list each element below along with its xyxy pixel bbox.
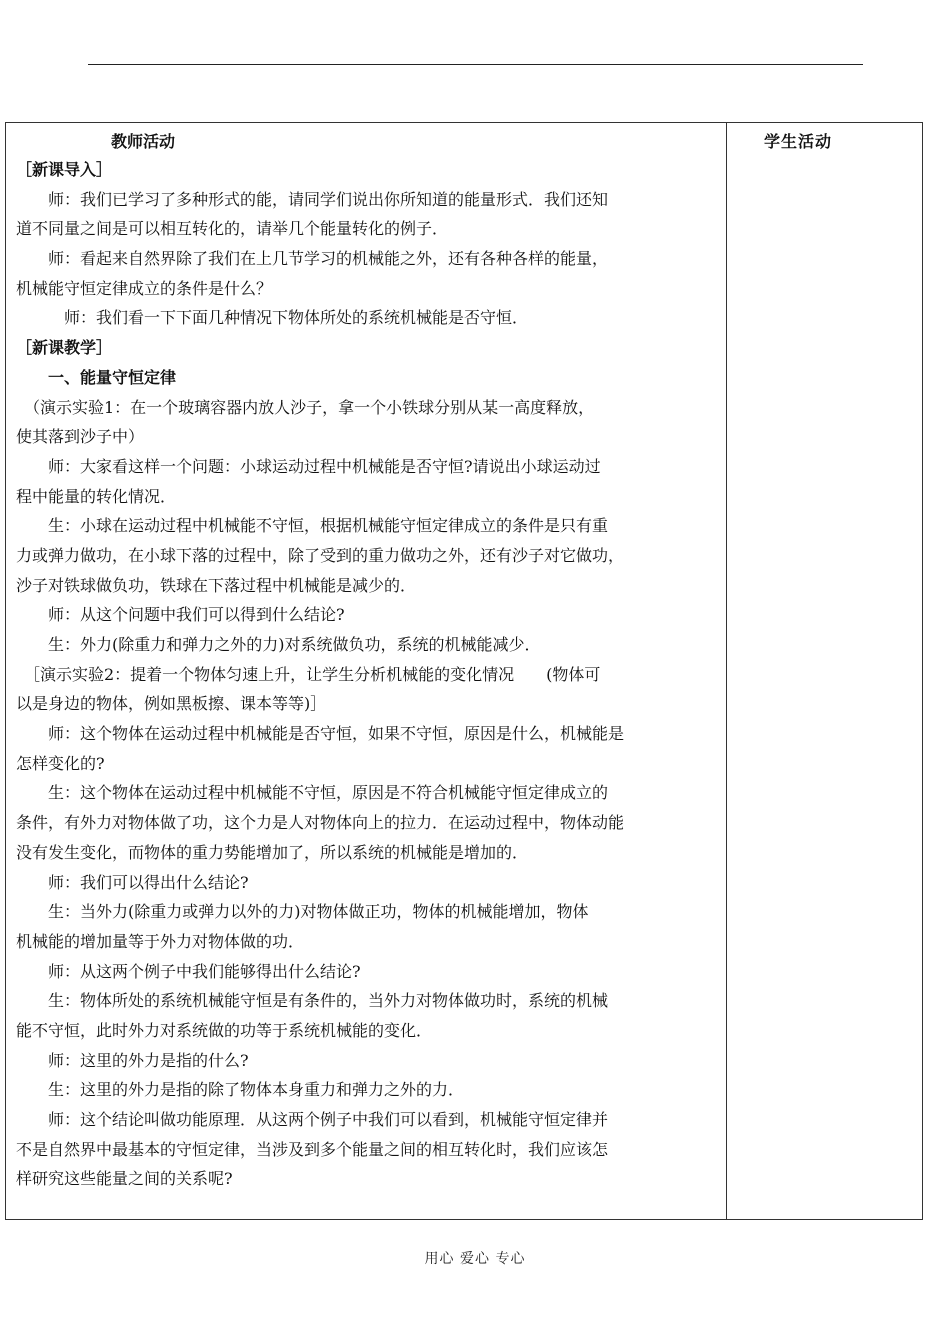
text-line: 生：小球在运动过程中机械能不守恒，根据机械能守恒定律成立的条件是只有重 [16,516,609,536]
text-line: 机械能守恒定律成立的条件是什么？ [16,278,273,298]
text-line: 生：物体所处的系统机械能守恒是有条件的，当外力对物体做功时，系统的机械 [16,991,609,1011]
top-rule [88,64,863,65]
section-heading: ［新课导入］ [16,160,113,179]
text-line: ［演示实验2：提着一个物体匀速上升，让学生分析机械能的变化情况 (物体可 [16,664,601,684]
text-line: 师：我们看一下下面几种情况下物体所处的系统机械能是否守恒． [16,308,529,328]
lesson-content [16,155,722,1194]
text-line: 生：这里的外力是指的除了物体本身重力和弹力之外的力． [16,1080,465,1100]
text-line: 使其落到沙子中） [16,427,145,447]
text-line: 师：这里的外力是指的什么? [16,1050,249,1070]
column-divider [726,123,727,1219]
text-line: 师：从这个问题中我们可以得到什么结论? [16,605,345,625]
section-heading: ［新课教学］ [16,338,113,358]
text-line: 程中能量的转化情况． [16,486,177,506]
text-line: 师：这个结论叫做功能原理．从这两个例子中我们可以看到，机械能守恒定律并 [16,1110,609,1129]
text-line: 师：大家看这样一个问题：小球运动过程中机械能是否守恒?请说出小球运动过 [16,456,601,476]
text-line: 能不守恒，此时外力对系统做的功等于系统机械能的变化． [16,1020,433,1040]
text-line: 师：我们已学习了多种形式的能，请同学们说出你所知道的能量形式．我们还知 [16,189,609,209]
text-line: 条件，有外力对物体做了功，这个力是人对物体向上的拉力．在运动过程中，物体动能 [16,813,625,833]
text-line: 师：这个物体在运动过程中机械能是否守恒，如果不守恒，原因是什么，机械能是 [16,724,625,744]
text-line: （演示实验1：在一个玻璃容器内放人沙子，拿一个小铁球分别从某一高度释放， [16,397,595,417]
text-line: 生：外力(除重力和弹力之外的力)对系统做负功，系统的机械能减少． [16,635,541,654]
text-line: 力或弹力做功，在小球下落的过程中，除了受到的重力做功之外，还有沙子对它做功， [16,545,625,565]
text-line: 沙子对铁球做负功，铁球在下落过程中机械能是减少的． [16,575,417,595]
text-line: 不是自然界中最基本的守恒定律，当涉及到多个能量之间的相互转化时，我们应该怎 [16,1139,609,1159]
subsection-heading: 一、能量守恒定律 [16,367,177,387]
text-line: 师：从这两个例子中我们能够得出什么结论? [16,961,361,981]
lesson-table [5,122,923,1220]
text-line: 师：我们可以得出什么结论? [16,872,249,892]
text-line: 生：这个物体在运动过程中机械能不守恒，原因是不符合机械能守恒定律成立的 [16,783,609,803]
text-line: 道不同量之间是可以相互转化的，请举几个能量转化的例子． [16,219,449,239]
text-line: 机械能的增加量等于外力对物体做的功． [16,931,305,951]
text-line: 怎样变化的? [16,753,105,773]
text-line: 师：看起来自然界除了我们在上几节学习的机械能之外，还有各种各样的能量， [16,249,609,269]
text-line: 样研究这些能量之间的关系呢? [16,1169,233,1189]
teacher-activity-header: 教师活动 [111,132,176,151]
text-line: 生：当外力(除重力或弹力以外的力)对物体做正功，物体的机械能增加，物体 [16,902,589,922]
text-line: 没有发生变化，而物体的重力势能增加了，所以系统的机械能是增加的． [16,842,529,862]
student-activity-header: 学生活动 [764,132,833,151]
text-line: 以是身边的物体，例如黑板擦、课本等等)］ [16,694,327,714]
page-footer: 用心 爱心 专心 [424,1251,526,1267]
